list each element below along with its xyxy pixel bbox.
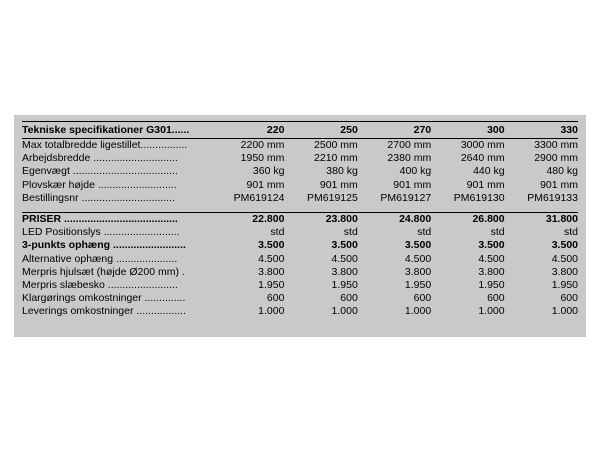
- table-row: [22, 292, 578, 305]
- table-cell: 1.000: [551, 305, 578, 318]
- table-cell: 3.500: [478, 239, 505, 252]
- table-row: [22, 305, 578, 318]
- table-cell: PM619133: [527, 191, 578, 204]
- table-header-col-270: 270: [358, 122, 431, 139]
- specifications-table: [22, 121, 578, 319]
- table-cell: PM619125: [307, 191, 358, 204]
- table-header-col-330: 330: [505, 122, 578, 139]
- table-row: [22, 279, 578, 292]
- table-row-label: Klargørings omkostninger ..............: [22, 292, 186, 305]
- table-cell: 4.500: [478, 252, 505, 265]
- table-cell: 1950 mm: [240, 152, 285, 165]
- table-cell: 3.800: [404, 265, 432, 278]
- table-header-col-250: 250: [284, 122, 357, 139]
- table-cell: std: [490, 226, 505, 239]
- table-row: [22, 239, 578, 252]
- table-cell: PM619130: [453, 191, 505, 204]
- table-spacer-cell: [22, 205, 578, 213]
- table-cell: 2210 mm: [314, 152, 358, 165]
- table-spacer-row: [22, 205, 578, 213]
- table-cell: 1.950: [551, 279, 578, 292]
- table-cell: 24.800: [358, 213, 431, 227]
- table-cell: 480 kg: [546, 165, 578, 178]
- table-row: [22, 179, 578, 192]
- table-cell: 901 mm: [319, 178, 358, 191]
- table-cell: 1.950: [404, 279, 432, 292]
- table-cell: 3.500: [258, 239, 285, 252]
- table-row-label: Bestillingsnr ................................: [22, 191, 175, 204]
- table-cell: std: [343, 226, 358, 239]
- table-cell: 1.000: [258, 305, 285, 318]
- table-cell: 23.800: [284, 213, 357, 227]
- table-row: [22, 253, 578, 266]
- table-row-label: Egenvægt ....................................: [22, 165, 178, 178]
- table-cell: 4.500: [258, 252, 285, 265]
- table-row-label: Plovskær højde ...........................: [22, 178, 177, 191]
- table-cell: 600: [487, 292, 505, 305]
- table-cell: PM619124: [233, 191, 285, 204]
- table-cell: 2200 mm: [240, 139, 285, 151]
- table-cell: 901 mm: [246, 178, 285, 191]
- table-cell: 2640 mm: [460, 152, 505, 165]
- table-row-label: Merpris hjulsæt (højde Ø200 mm) .: [22, 265, 185, 278]
- table-header-col-300: 300: [431, 122, 504, 139]
- table-row: [22, 192, 578, 205]
- table-cell: 440 kg: [473, 165, 505, 178]
- table-cell: 3.800: [331, 265, 358, 278]
- table-cell: 2380 mm: [387, 152, 432, 165]
- table-body: [22, 122, 578, 319]
- table-row-label: Merpris slæbesko ........................: [22, 279, 178, 292]
- table-cell: std: [563, 226, 578, 239]
- table-cell: 26.800: [431, 213, 504, 227]
- table-row-label: Alternative ophæng .....................: [22, 252, 178, 265]
- table-cell: 1.950: [478, 279, 505, 292]
- table-row: [22, 165, 578, 178]
- table-row-label: Leverings omkostninger .................: [22, 305, 186, 318]
- table-cell: 600: [340, 292, 358, 305]
- table-row-label: 3-punkts ophæng .........................: [22, 239, 186, 252]
- table-cell: 3000 mm: [460, 139, 505, 151]
- table-cell: 2700 mm: [387, 139, 432, 151]
- table-header-label: Tekniske specifikationer G301......: [22, 122, 211, 139]
- table-cell: 600: [266, 292, 285, 305]
- table-row: [22, 139, 578, 153]
- table-cell: 600: [413, 292, 432, 305]
- table-row: [22, 226, 578, 239]
- table-cell: 901 mm: [466, 178, 505, 191]
- table-row: [22, 213, 578, 227]
- table-cell: std: [270, 226, 285, 239]
- table-cell: 1.000: [478, 305, 505, 318]
- table-cell: 3.800: [258, 265, 285, 278]
- table-header-row: [22, 122, 578, 139]
- table-cell: 3.500: [404, 239, 432, 252]
- table-cell: 1.950: [258, 279, 285, 292]
- table-cell: PM619127: [380, 191, 432, 204]
- table-cell: 1.950: [331, 279, 358, 292]
- table-cell: 3.800: [551, 265, 578, 278]
- table-cell: 2500 mm: [314, 139, 358, 151]
- table-cell: 22.800: [211, 213, 284, 227]
- table-row-label: LED Positionslys ..........................: [22, 226, 180, 239]
- table-cell: 2900 mm: [534, 152, 578, 165]
- table-cell: 31.800: [505, 213, 578, 227]
- table-cell: 360 kg: [252, 165, 285, 178]
- table-cell: 4.500: [331, 252, 358, 265]
- table-row-label: Arbejdsbredde .............................: [22, 152, 178, 165]
- specifications-panel: [14, 115, 586, 337]
- table-cell: 4.500: [404, 252, 432, 265]
- table-cell: 1.000: [404, 305, 432, 318]
- table-row-label: Max totalbredde ligestillet................: [22, 139, 188, 151]
- table-header-col-220: 220: [211, 122, 284, 139]
- table-cell: 3.500: [331, 239, 358, 252]
- table-cell: 400 kg: [399, 165, 432, 178]
- table-row: [22, 266, 578, 279]
- table-cell: 901 mm: [540, 178, 578, 191]
- table-cell: 3.800: [478, 265, 505, 278]
- table-cell: 901 mm: [393, 178, 432, 191]
- table-row-label: PRISER .......................................: [22, 213, 211, 227]
- table-cell: std: [417, 226, 432, 239]
- table-cell: 4.500: [551, 252, 578, 265]
- table-cell: 600: [560, 292, 578, 305]
- table-row: [22, 152, 578, 165]
- table-cell: 3300 mm: [534, 139, 578, 151]
- table-cell: 380 kg: [326, 165, 358, 178]
- table-cell: 1.000: [331, 305, 358, 318]
- table-cell: 3.500: [551, 239, 578, 252]
